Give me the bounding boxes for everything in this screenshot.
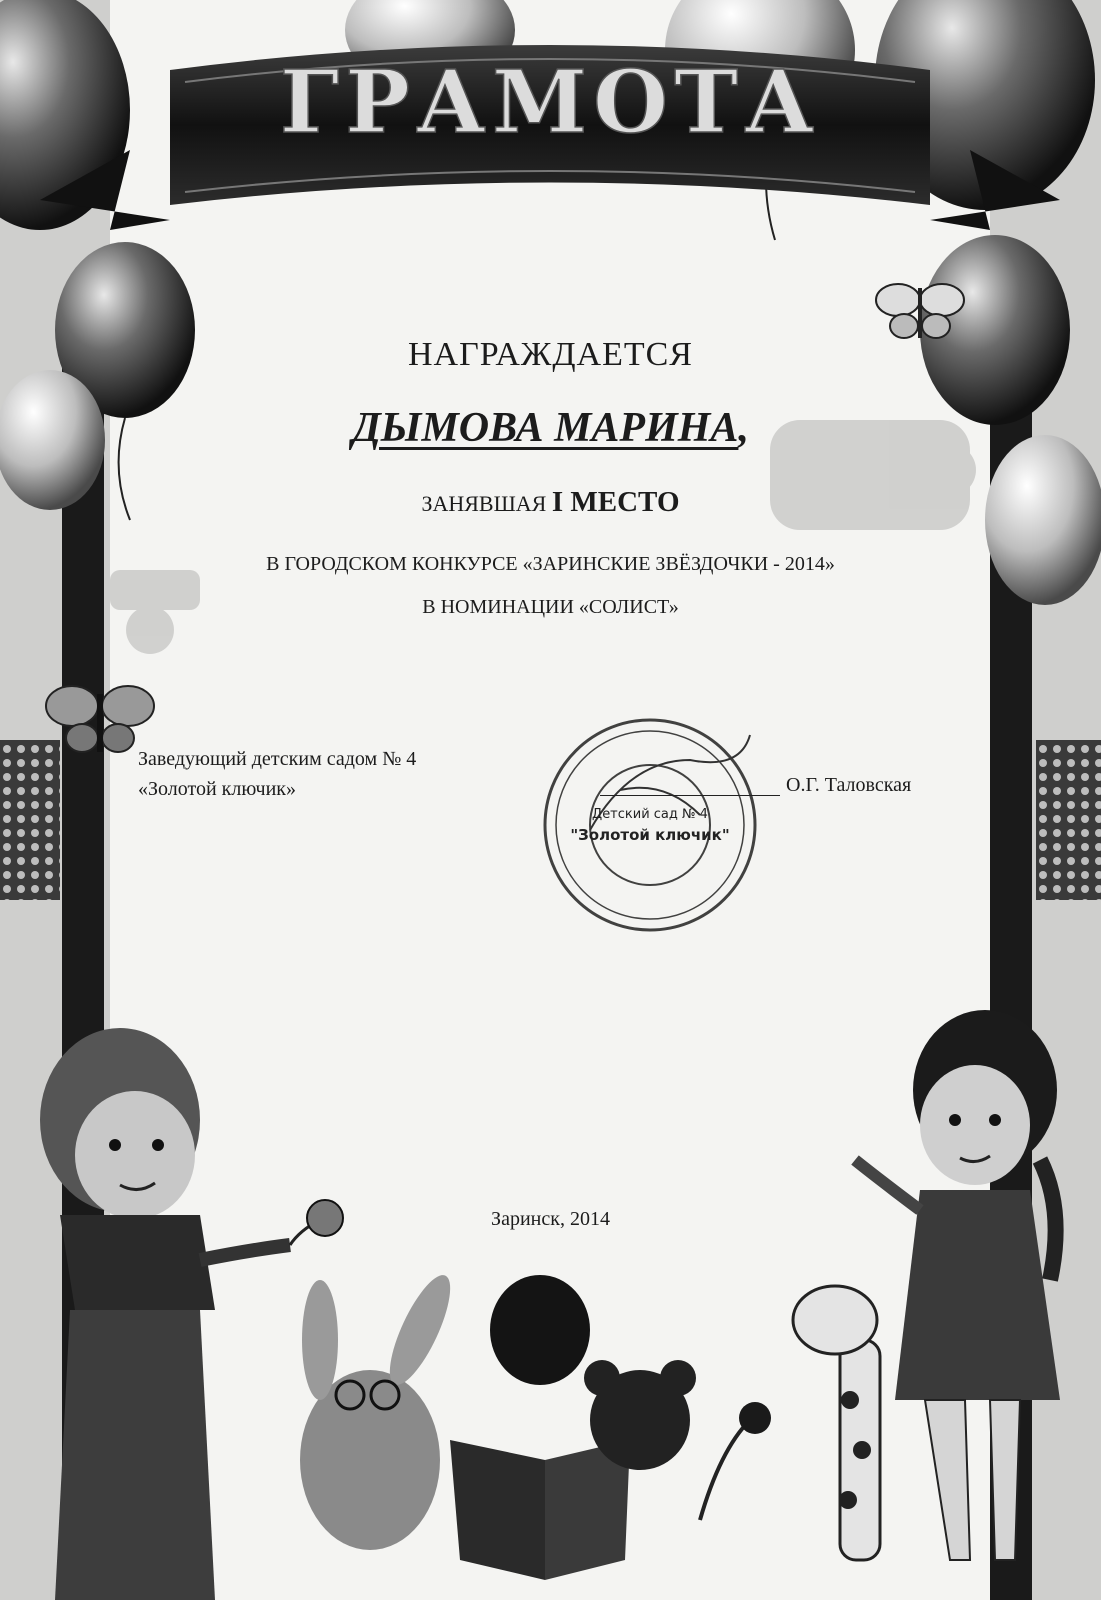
signatory-position-line-2: «Золотой ключик» [138,778,297,800]
recipient-suffix: , [738,405,749,451]
certificate-title: ГРАМОТА [279,52,821,153]
signature-line [600,795,780,796]
awarded-label: НАГРАЖДАЕТСЯ [408,336,693,373]
contest-line: В ГОРОДСКОМ КОНКУРСЕ «ЗАРИНСКИЕ ЗВЁЗДОЧКИ - 2014» [266,553,835,575]
place-value: I МЕСТО [551,486,680,518]
place-row [0,486,1101,519]
signatory-position [138,744,416,804]
recipient-row [0,404,1101,452]
recipient-name: ДЫМОВА МАРИНА [352,405,739,451]
place-prefix: ЗАНЯВШАЯ [421,491,547,516]
stamp-center-line-1: Детский сад № 4 [592,807,708,822]
signatory-position-line-1: Заведующий детским садом № 4 [138,748,417,770]
signatory-name: О.Г. Таловская [786,774,912,796]
nomination-line: В НОМИНАЦИИ «СОЛИСТ» [422,596,679,618]
stamp-center-line-2: "Золотой ключик" [570,826,730,844]
place-and-year: Заринск, 2014 [491,1208,610,1230]
